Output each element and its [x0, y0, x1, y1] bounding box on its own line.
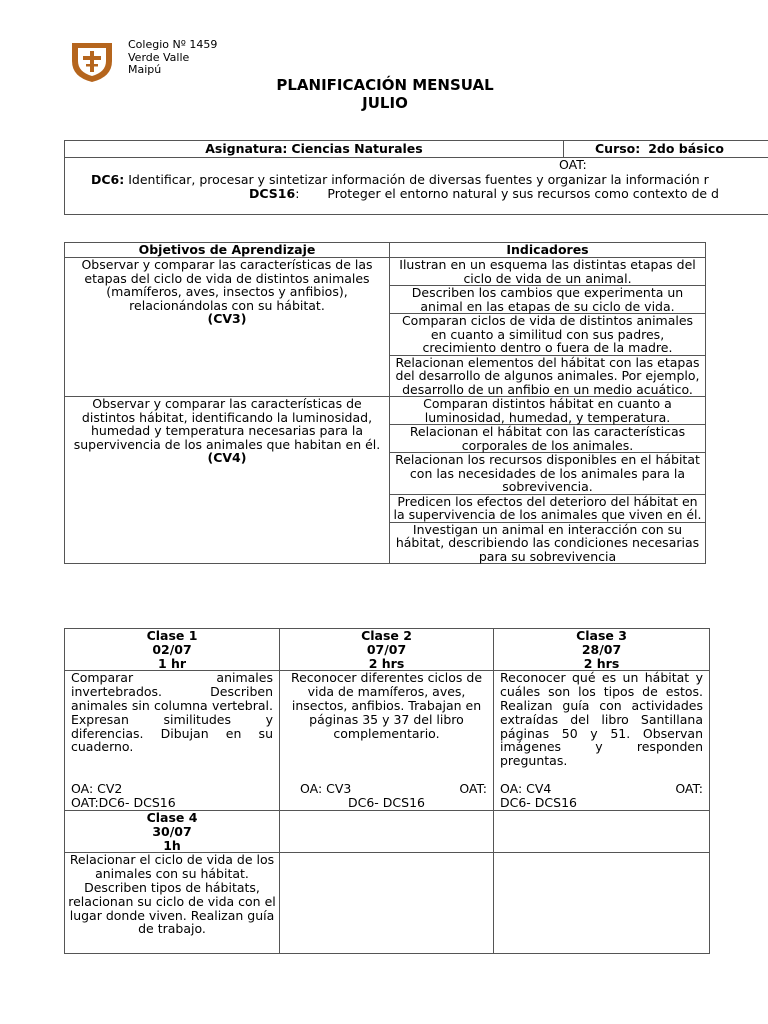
- indicator-cell: Comparan ciclos de vida de distintos animales en cuanto a similitud con sus padres, crecimiento dentro o fuera de la madre.: [390, 314, 706, 356]
- dcs16-line: DCS16: Proteger el entorno natural y sus recursos como contexto de d: [249, 187, 719, 201]
- school-name: Colegio Nº 1459: [128, 38, 218, 51]
- page-title: [180, 76, 590, 112]
- class-date: 30/07: [152, 823, 192, 839]
- objective-text: Observar y comparar las características de distintos hábitat, identificando la luminosidad, humedad y temperatura necesarias para la supervivencia de los animales que habitan en él.: [73, 396, 381, 452]
- course-label: Curso:: [595, 141, 641, 156]
- empty-cell: [280, 853, 494, 954]
- title-line1: PLANIFICACIÓN MENSUAL: [276, 76, 494, 94]
- indicator-cell: Predicen los efectos del deterioro del hábitat en la supervivencia de los animales que viven en él.: [390, 494, 706, 522]
- indicator-cell: Investigan un animal en interacción con su hábitat, describiendo las condiciones necesarias para su sobrevivencia: [390, 522, 706, 564]
- class-name: Clase 1: [146, 628, 198, 643]
- class-header: [65, 810, 280, 852]
- table-row: [65, 629, 710, 671]
- class-oat: OAT:DC6- DCS16: [71, 795, 176, 811]
- class-header: [494, 629, 710, 671]
- class-oa-line: [286, 782, 487, 796]
- class-duration: 1 hr: [157, 655, 187, 671]
- subject-label: Asignatura:: [205, 141, 288, 156]
- class-header: [280, 629, 494, 671]
- objective-text: Observar y comparar las características de las etapas del ciclo de vida de distintos animales (mamíferos, aves, insectos y anfibios), relacionándolas con su hábitat.: [81, 257, 373, 313]
- dcs16-text: Proteger el entorno natural y sus recursos como contexto de d: [327, 187, 719, 201]
- indicator-cell: Relacionan los recursos disponibles en el hábitat con las necesidades de los animales para la sobrevivencia.: [390, 453, 706, 495]
- class-header: [65, 629, 280, 671]
- dc6-text: Identificar, procesar y sintetizar información de diversas fuentes y organizar la información r: [128, 172, 709, 187]
- subject-value: Ciencias Naturales: [291, 141, 423, 156]
- class-name: Clase 3: [576, 628, 627, 643]
- school-line3: Maipú: [128, 63, 162, 76]
- course-value: 2do básico: [648, 141, 724, 156]
- dcs16-label: DCS16: [249, 187, 296, 201]
- empty-cell: [280, 810, 494, 852]
- class-description: Comparar animales invertebrados. Describen animales sin columna vertebral. Expresan similitudes y diferencias. Dibujan en su cuaderno.: [71, 670, 273, 755]
- indicator-cell: Ilustran en un esquema las distintas etapas del ciclo de vida de un animal.: [390, 258, 706, 286]
- class-duration: 2 hrs: [583, 655, 620, 671]
- class-date: 07/07: [366, 641, 407, 657]
- class-content: [65, 853, 280, 954]
- dc6-label: DC6:: [91, 172, 125, 187]
- table-row: [65, 258, 706, 286]
- class-content: [280, 671, 494, 811]
- class-description: Reconocer qué es un hábitat y cuáles son los tipos de estos. Realizan guía con actividades extraídas del libro Santillana páginas 50 y 51. Observan imágenes y responden preguntas.: [500, 670, 703, 769]
- class-oat: DC6- DCS16: [500, 795, 577, 811]
- table-row: [65, 853, 710, 954]
- empty-cell: [494, 810, 710, 852]
- objective-code: (CV4): [207, 450, 247, 465]
- class-oa: OA: CV2: [71, 781, 123, 797]
- indicator-cell: Relacionan el hábitat con las características corporales de los animales.: [390, 425, 706, 453]
- class-oa-line: [500, 782, 703, 796]
- class-duration: 2 hrs: [368, 655, 405, 671]
- class-oat-label: OAT:: [459, 781, 487, 797]
- indicator-cell: Comparan distintos hábitat en cuanto a luminosidad, humedad, y temperatura.: [390, 397, 706, 425]
- table-row: [65, 397, 706, 425]
- objective-cell: [65, 397, 390, 564]
- objective-cell: [65, 258, 390, 397]
- class-description: Relacionar el ciclo de vida de los animales con su hábitat.: [69, 852, 275, 882]
- table-row: [65, 671, 710, 811]
- indicators-header: Indicadores: [390, 243, 706, 258]
- indicator-cell: Relacionan elementos del hábitat con las etapas del desarrollo de algunos animales. Por ejemplo, desarrollo de un anfibio en un medio acuático.: [390, 355, 706, 397]
- class-description-2: Describen tipos de hábitats, relacionan su ciclo de vida con el lugar donde viven. Realizan guía de trabajo.: [68, 879, 276, 937]
- school-line2: Verde Valle: [128, 50, 190, 64]
- class-name: Clase 4: [146, 809, 198, 825]
- school-crest-icon: [70, 39, 114, 83]
- oat-label: OAT:: [559, 158, 587, 172]
- objective-code: (CV3): [207, 311, 247, 326]
- class-oa: OA: CV3: [300, 781, 352, 797]
- school-info: [128, 39, 217, 77]
- dc6-line: [65, 173, 768, 188]
- empty-cell: [494, 853, 710, 954]
- title-line2: JULIO: [362, 94, 408, 112]
- class-duration: 1h: [163, 837, 181, 853]
- class-oat: DC6- DCS16: [348, 795, 425, 811]
- class-oat-label: OAT:: [675, 781, 703, 797]
- objectives-header: Objetivos de Aprendizaje: [65, 243, 390, 258]
- class-date: 28/07: [581, 641, 622, 657]
- class-date: 02/07: [152, 641, 192, 657]
- table-row: [65, 810, 710, 852]
- subject-header-box: [64, 140, 768, 215]
- course-cell: [563, 141, 768, 157]
- objectives-table: [64, 242, 706, 564]
- class-content: [65, 671, 280, 811]
- class-description: Reconocer diferentes ciclos de vida de mamíferos, aves, insectos, anfibios. Trabajan en páginas 35 y 37 del libro complementario.: [290, 670, 483, 741]
- classes-table: [64, 628, 710, 954]
- class-oa: OA: CV4: [500, 781, 552, 797]
- class-content: [494, 671, 710, 811]
- indicator-cell: Describen los cambios que experimenta un animal en las etapas de su ciclo de vida.: [390, 286, 706, 314]
- class-name: Clase 2: [361, 628, 412, 643]
- subject-cell: [65, 141, 564, 157]
